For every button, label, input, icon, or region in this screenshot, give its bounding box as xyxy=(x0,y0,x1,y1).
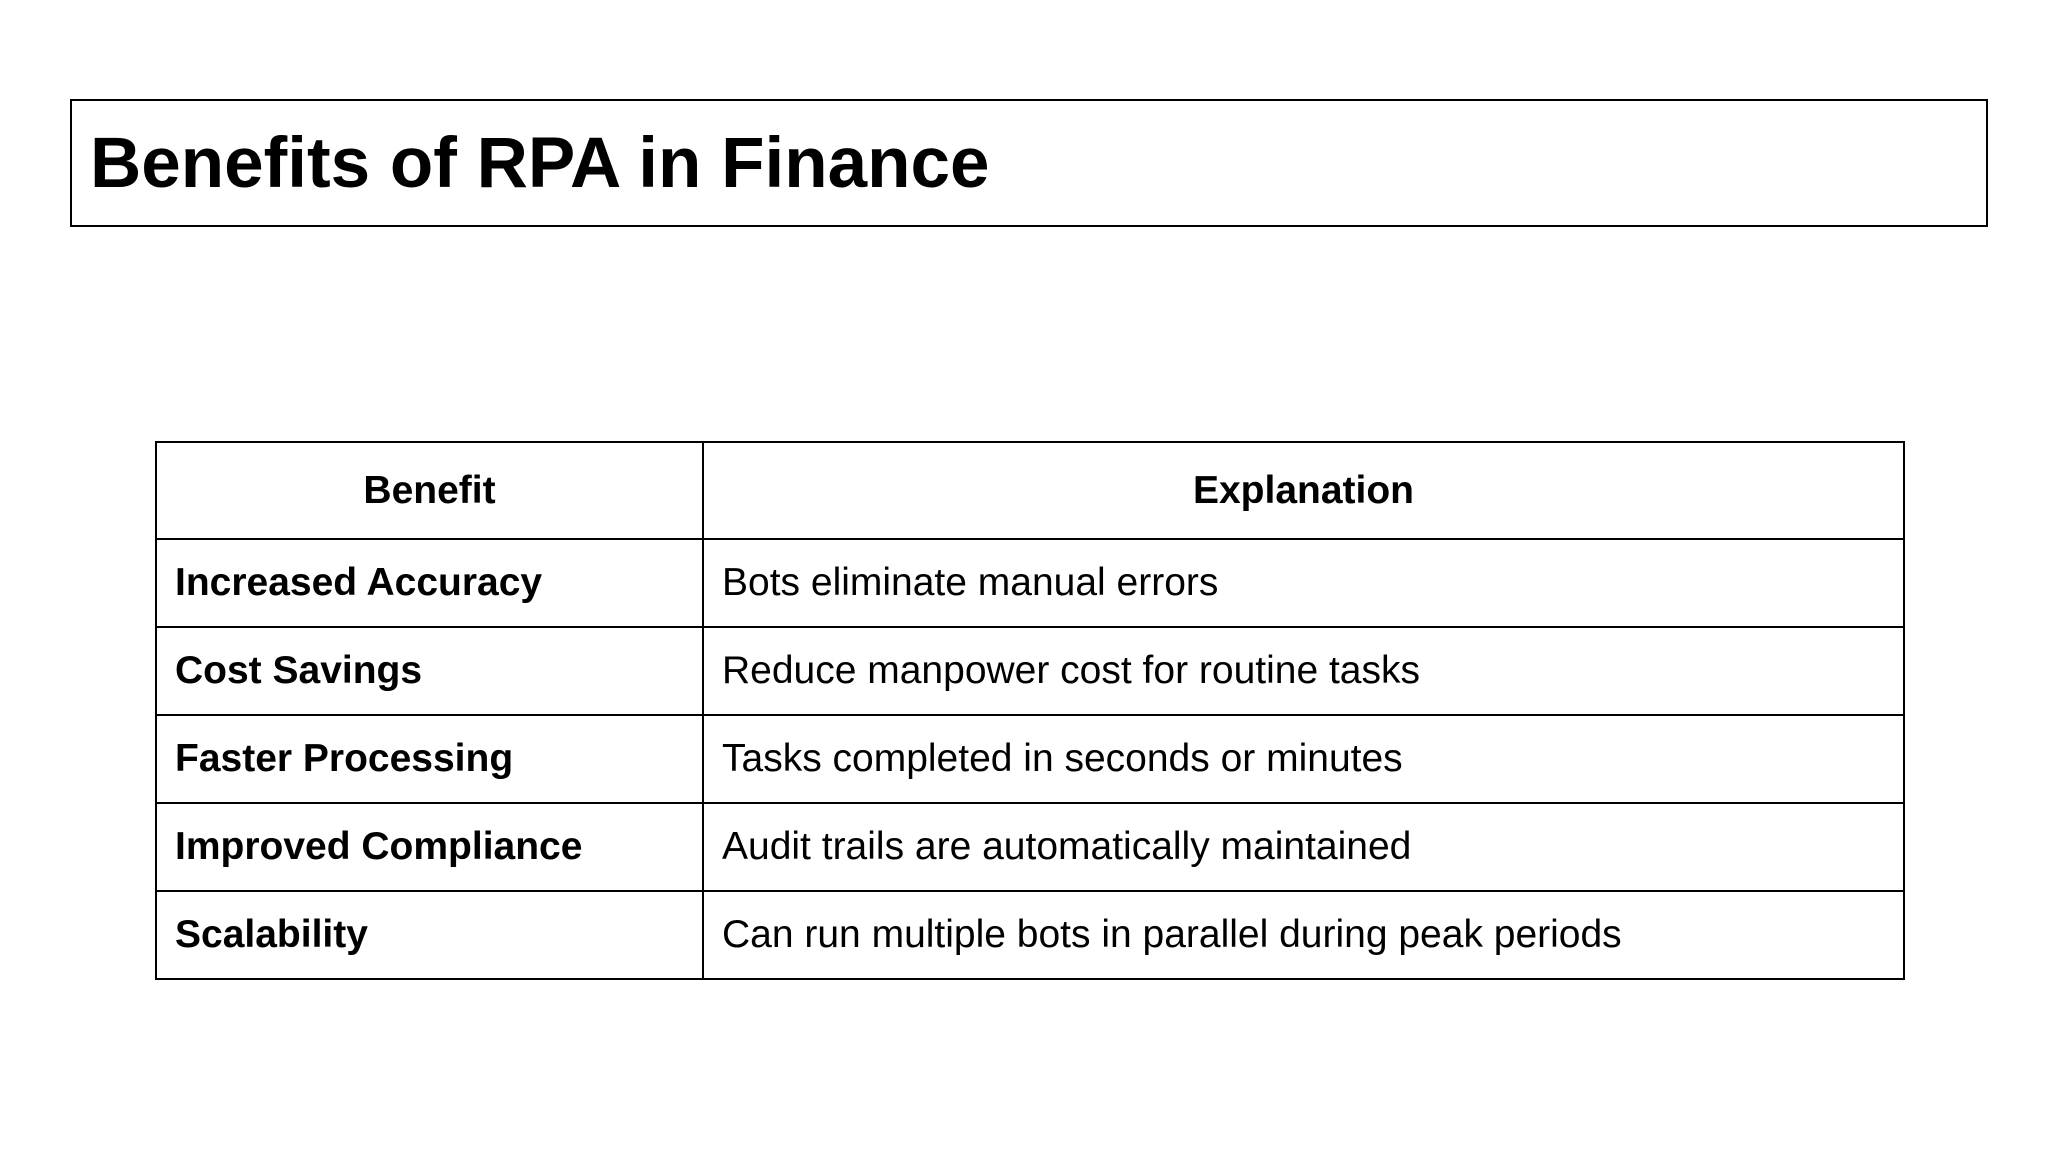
benefits-table-container xyxy=(155,441,1905,980)
benefit-cell: Increased Accuracy xyxy=(156,539,703,627)
benefit-cell: Improved Compliance xyxy=(156,803,703,891)
table-row xyxy=(156,539,1904,627)
slide-title: Benefits of RPA in Finance xyxy=(90,123,990,203)
explanation-cell: Bots eliminate manual errors xyxy=(703,539,1904,627)
column-header-explanation: Explanation xyxy=(703,442,1904,539)
title-box xyxy=(70,99,1988,227)
column-header-benefit: Benefit xyxy=(156,442,703,539)
explanation-cell: Tasks completed in seconds or minutes xyxy=(703,715,1904,803)
table-header-row xyxy=(156,442,1904,539)
explanation-cell: Audit trails are automatically maintained xyxy=(703,803,1904,891)
table-row xyxy=(156,803,1904,891)
explanation-cell: Reduce manpower cost for routine tasks xyxy=(703,627,1904,715)
benefit-cell: Faster Processing xyxy=(156,715,703,803)
explanation-cell: Can run multiple bots in parallel during peak periods xyxy=(703,891,1904,979)
benefits-table xyxy=(155,441,1905,980)
table-row xyxy=(156,891,1904,979)
table-row xyxy=(156,715,1904,803)
benefit-cell: Scalability xyxy=(156,891,703,979)
benefit-cell: Cost Savings xyxy=(156,627,703,715)
table-row xyxy=(156,627,1904,715)
